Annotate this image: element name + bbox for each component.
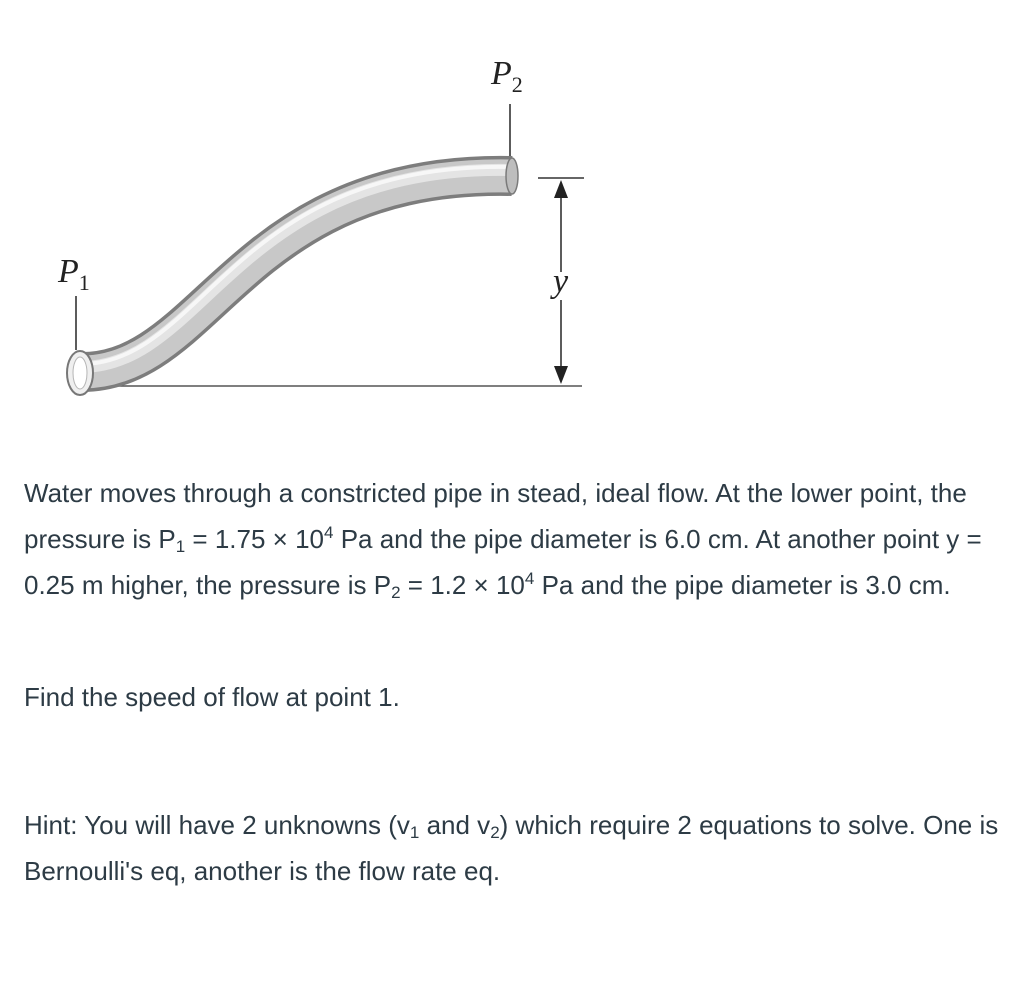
question-text: Find the speed of flow at point 1. (24, 682, 400, 712)
hint-text: Hint: You will have 2 unknowns ($v_1$ and $v_2$) which require 2 equations to solve. One is Bernoulli's eq, another is the flow rate eq. (24, 810, 999, 886)
p1-label: $P_1$ (58, 253, 90, 295)
y-label: y (553, 263, 569, 300)
pipe-diagram (0, 0, 1024, 440)
p2-label: $P_2$ (491, 55, 523, 97)
pipe-upper-end (506, 158, 518, 194)
problem-statement: Water moves through a constricted pipe in stead, ideal flow. At the lower point, the pressure is $P_1 = 1.75 \times 10^4$ Pa and the pipe diameter is 6.0 cm. At another point y = 0.25 m higher, the pressure is $P_2 = 1.2 \times 10^4$ Pa and the pipe diameter is 3.0 cm. (24, 478, 982, 602)
pipe (82, 167, 512, 372)
pipe-lower-opening-inner (73, 357, 87, 389)
